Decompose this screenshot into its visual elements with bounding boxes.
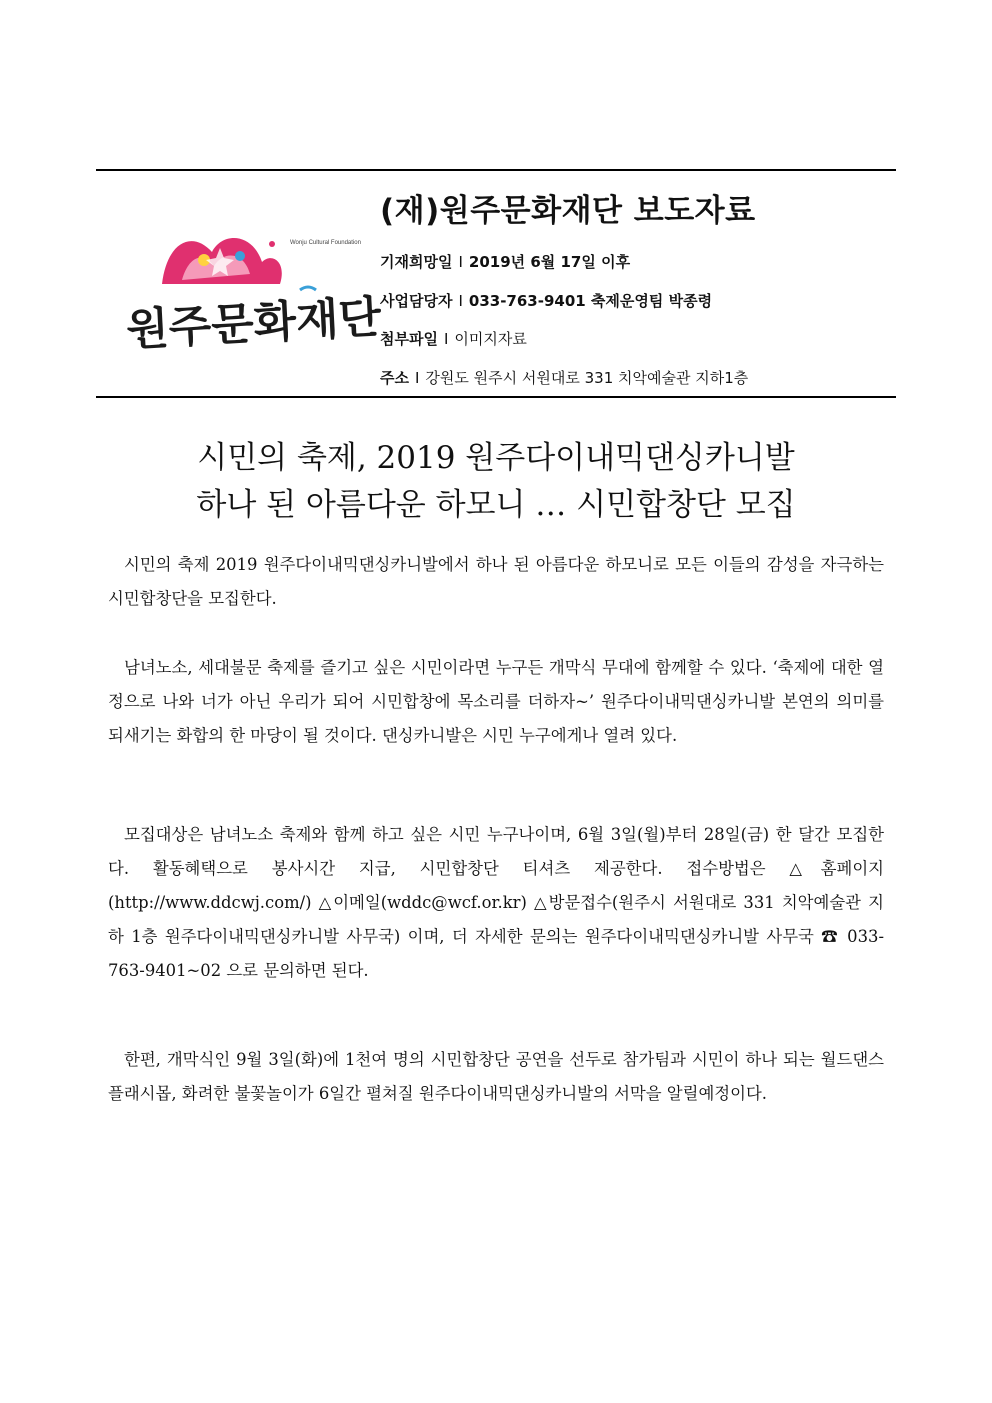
headline-line-1: 시민의 축제, 2019 원주다이내믹댄싱카니발 [197,440,795,476]
meta-address: 주소 I 강원도 원주시 서원대로 331 치악예술관 지하1층 [380,369,749,387]
body-paragraph-2: 남녀노소, 세대불문 축제를 즐기고 싶은 시민이라면 누구든 개막식 무대에 함께할 수 있다. ‘축제에 대한 열정으로 나와 너가 아닌 우리가 되어 시민합창에 목소리를 더하자~’ 원주다이내믹댄싱카니발 본연의 의미를 되새기는 화합의 한 마당이 될 것이다. 댄싱카니발은 시민 누구에게나 열려 있다. [108,658,884,745]
logo-wordmark: 원주문화재단 [124,291,383,356]
meta-attachment: 첨부파일 I 이미지자료 [380,330,527,348]
headline-line-2: 하나 된 아름다운 하모니 … 시민합창단 모집 [196,487,796,523]
body-paragraph-4: 한편, 개막식인 9월 3일(화)에 1천여 명의 시민합창단 공연을 선두로 참가팀과 시민이 하나 되는 월드댄스플래시몹, 화려한 불꽃놀이가 6일간 펼쳐질 원주다이내믹댄싱카니발의 서막을 알릴예정이다. [108,1050,884,1103]
meta-contact: 사업담당자 I 033-763-9401 축제운영팀 박종령 [380,292,713,310]
bottom-rule [96,396,896,398]
body-paragraph-1: 시민의 축제 2019 원주다이내믹댄싱카니발에서 하나 된 아름다운 하모니로 모든 이들의 감성을 자극하는 시민합창단을 모집한다. [108,555,884,608]
foundation-logo [122,222,383,356]
svg-text:Wonju Cultural Foundation: Wonju Cultural Foundation [290,240,361,246]
body-paragraph-3: 모집대상은 남녀노소 축제와 함께 하고 싶은 시민 누구나이며, 6월 3일(월)부터 28일(금) 한 달간 모집한다. 활동혜택으로 봉사시간 지급, 시민합창단 티셔츠 제공한다. 접수방법은 △홈페이지(http://www.ddcwj.com/) △이메일(wddc@wcf.or.kr) △방문접수(원주시 서원대로 331 치악예술관 지하 1층 원주다이내믹댄싱카니발 사무국) 이며, 더 자세한 문의는 원주다이내믹댄싱카니발 사무국 ☎ 033-763-9401~02 으로 문의하면 된다. [108,825,884,980]
top-rule [96,169,896,171]
press-release-title: (재)원주문화재단 보도자료 [380,193,756,229]
meta-publish-date: 기재희망일 I 2019년 6월 17일 이후 [380,253,631,271]
